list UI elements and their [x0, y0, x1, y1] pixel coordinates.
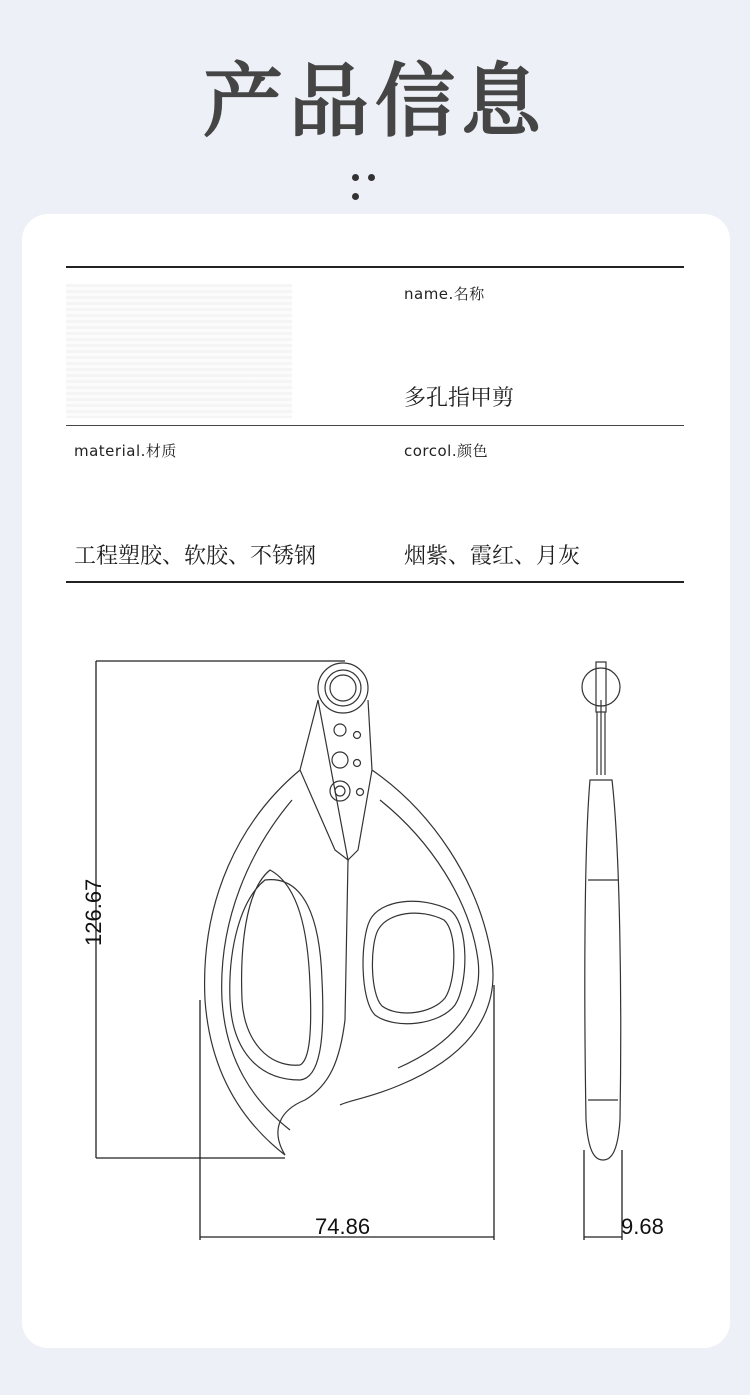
- name-value: 多孔指甲剪: [404, 386, 515, 411]
- thickness-dimension-label: 9.68: [621, 1214, 664, 1239]
- name-label: name.名称: [404, 285, 485, 303]
- scissors-front-view: [205, 663, 493, 1155]
- color-label: corcol.颜色: [404, 442, 489, 460]
- material-label: material.材质: [74, 442, 177, 460]
- scissors-side-view: [582, 662, 621, 1160]
- page-title: 产品信息: [203, 55, 547, 148]
- material-value: 工程塑胶、软胶、不锈钢: [74, 544, 317, 569]
- color-value: 烟紫、霞红、月灰: [404, 544, 581, 569]
- height-dimension-label: 126.67: [81, 878, 106, 946]
- width-dimension-label: 74.86: [315, 1214, 371, 1239]
